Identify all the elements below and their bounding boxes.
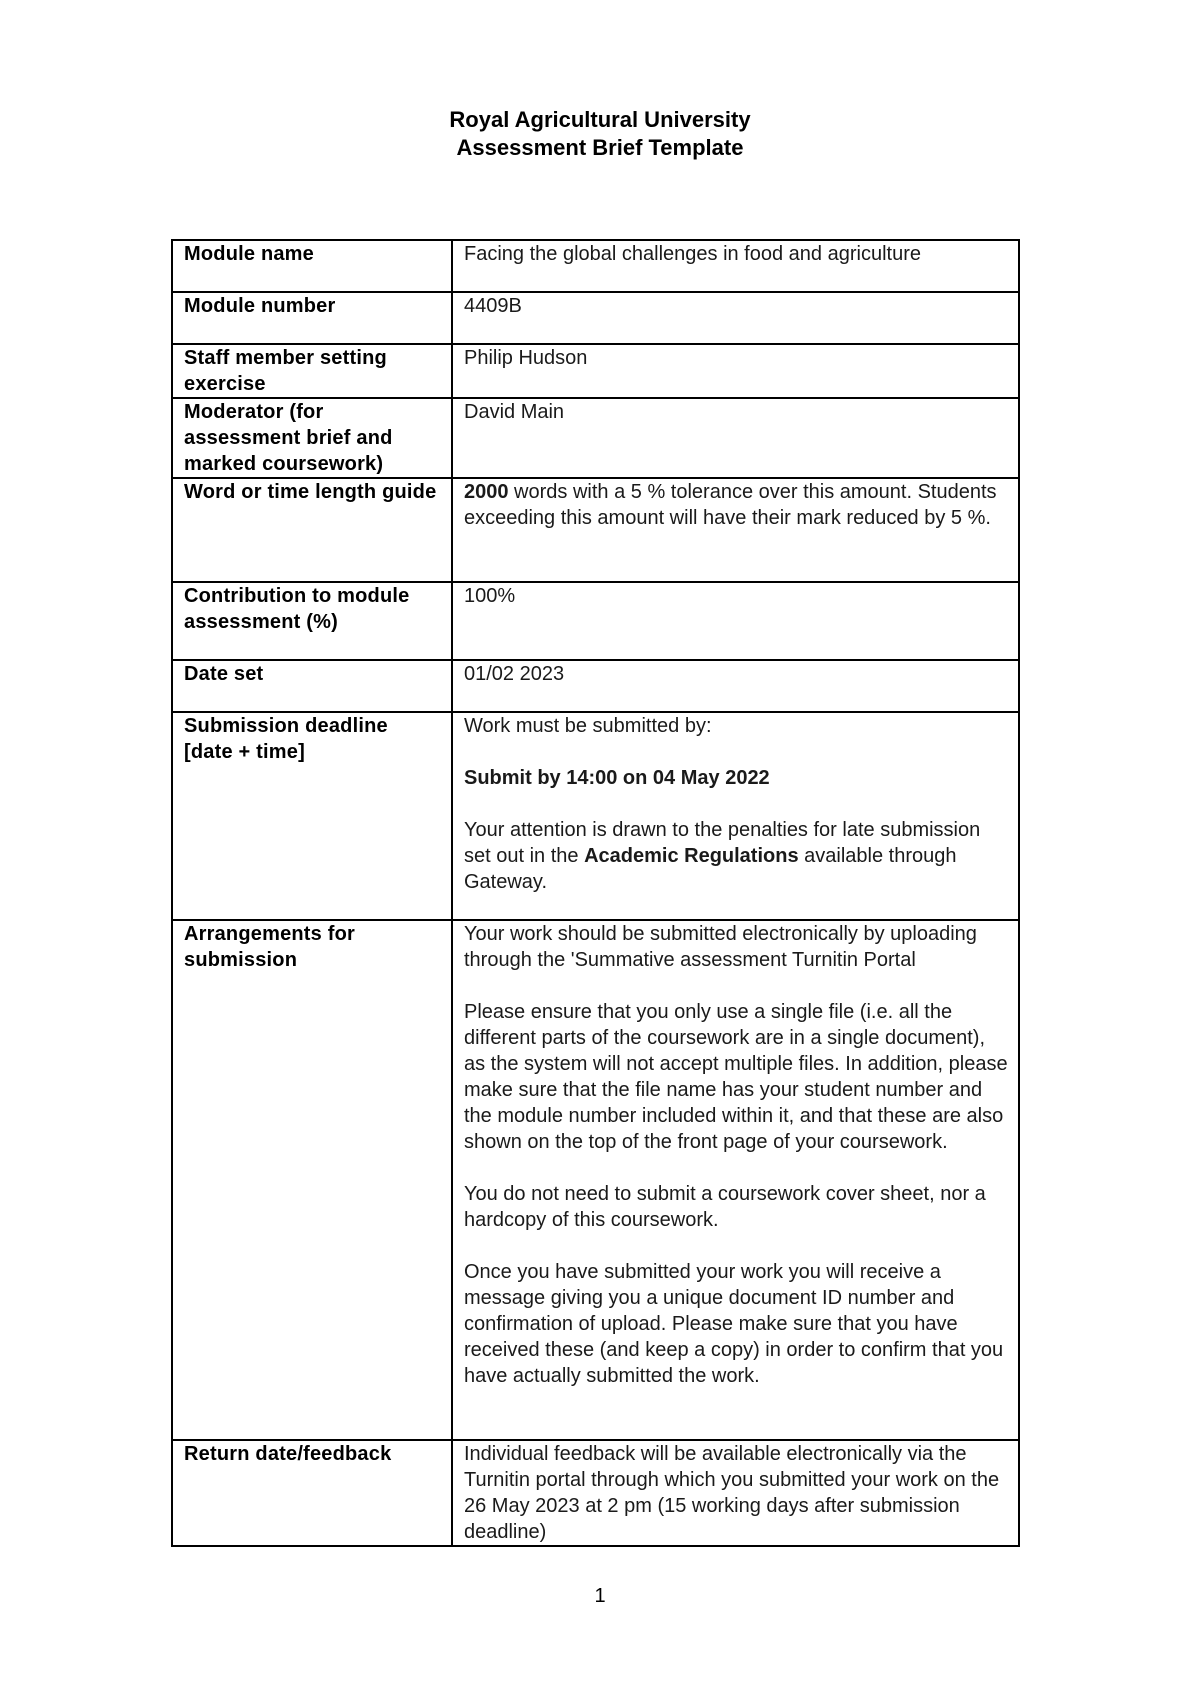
value-submission-deadline [452, 712, 1019, 920]
value-return-date: Individual feedback will be available electronically via the Turnitin portal through which you submitted your work on the 26 May 2023 at 2 pm (15 working days after submission deadline) [452, 1440, 1019, 1546]
row-module-name [172, 240, 1019, 292]
page-number: 1 [594, 1585, 606, 1607]
document-header [0, 106, 1200, 162]
value-module-name: Facing the global challenges in food and agriculture [452, 240, 1019, 292]
word-count: 2000 [464, 481, 509, 503]
row-date-set [172, 660, 1019, 712]
value-staff-member: Philip Hudson [452, 344, 1019, 398]
label-return-date: Return date/feedback [172, 1440, 452, 1546]
label-moderator: Moderator (for assessment brief and marked coursework) [172, 398, 452, 478]
arrangements-para-4: Once you have submitted your work you will receive a message giving you a unique document ID number and confirmation of upload. Please make sure that you have received these (and keep a copy) in order to confirm that you have actually submitted the work. [464, 1261, 1004, 1387]
label-arrangements: Arrangements for submission [172, 920, 452, 1440]
label-staff-member: Staff member setting exercise [172, 344, 452, 398]
document-title: Assessment Brief Template [456, 135, 744, 160]
row-moderator [172, 398, 1019, 478]
label-submission-deadline: Submission deadline [date + time] [172, 712, 452, 920]
label-contribution: Contribution to module assessment (%) [172, 582, 452, 660]
value-contribution: 100% [452, 582, 1019, 660]
row-staff-member [172, 344, 1019, 398]
penalty-text-post: available through Gateway. [464, 845, 957, 893]
row-return-date [172, 1440, 1019, 1546]
label-date-set: Date set [172, 660, 452, 712]
value-module-number: 4409B [452, 292, 1019, 344]
arrangements-para-1: Your work should be submitted electronically by uploading through the 'Summative assessment Turnitin Portal [464, 923, 977, 971]
row-word-length [172, 478, 1019, 582]
assessment-brief-table [171, 239, 1020, 1547]
arrangements-para-3: You do not need to submit a coursework cover sheet, nor a hardcopy of this coursework. [464, 1183, 986, 1231]
label-module-number: Module number [172, 292, 452, 344]
row-submission-deadline [172, 712, 1019, 920]
arrangements-para-2: Please ensure that you only use a single file (i.e. all the different parts of the coursework are in a single document), as the system will not accept multiple files. In addition, please make sure that the file name has your student number and the module number included within it, and that these are also shown on the top of the front page of your coursework. [464, 1001, 1008, 1153]
label-module-name: Module name [172, 240, 452, 292]
deadline-intro: Work must be submitted by: [464, 715, 712, 737]
value-date-set: 01/02 2023 [452, 660, 1019, 712]
row-arrangements [172, 920, 1019, 1440]
row-contribution [172, 582, 1019, 660]
value-word-length [452, 478, 1019, 582]
label-word-length: Word or time length guide [172, 478, 452, 582]
deadline-penalty-note [464, 817, 1008, 895]
row-module-number [172, 292, 1019, 344]
institution-name: Royal Agricultural University [449, 107, 751, 132]
word-length-detail: words with a 5 % tolerance over this amount. Students exceeding this amount will have their mark reduced by 5 %. [464, 481, 997, 529]
value-arrangements [452, 920, 1019, 1440]
deadline-date: Submit by 14:00 on 04 May 2022 [464, 767, 770, 789]
value-moderator: David Main [452, 398, 1019, 478]
penalty-text-pre: Your attention is drawn to the penalties for late submission set out in the [464, 819, 981, 867]
academic-regulations-link: Academic Regulations [584, 845, 799, 867]
